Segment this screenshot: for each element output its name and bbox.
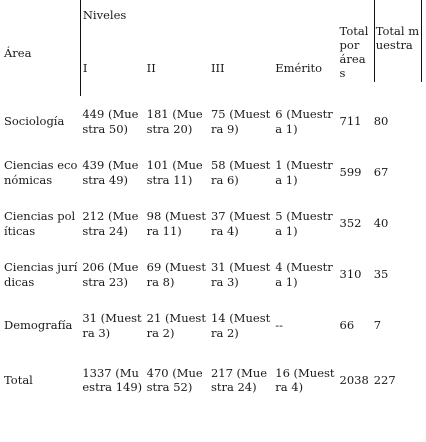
- cell-total-muestra: 67: [373, 165, 389, 180]
- header-level-i: I: [80, 40, 144, 96]
- header-total-muestra: Total muestra: [374, 0, 422, 82]
- cell-level-i: 1337 (Muestra 149): [82, 365, 143, 394]
- cell-total-areas: 599: [339, 165, 362, 180]
- cell-emerito: 1 (Muestra 1): [275, 158, 333, 187]
- header-level-emerito: Emérito: [275, 60, 323, 75]
- cell-level-ii: 69 (Muestra 8): [146, 260, 206, 289]
- table-row: [2, 96, 424, 147]
- row-area: Sociología: [4, 114, 65, 129]
- cell-level-iii: 58 (Muestra 6): [210, 158, 271, 187]
- cell-level-ii: 98 (Muestra 11): [146, 209, 206, 238]
- header-level-ii: II: [146, 60, 156, 75]
- cell-level-i: 206 (Muestra 23): [82, 260, 139, 289]
- researchers-table: [2, 0, 424, 409]
- cell-level-iii: 31 (Muestra 3): [210, 260, 271, 289]
- cell-total-areas: 310: [339, 267, 362, 282]
- header-total-muestra-cell: [372, 0, 424, 96]
- cell-level-ii: 21 (Muestra 2): [146, 311, 206, 340]
- cell-total-areas: 2038: [339, 372, 369, 387]
- row-area: Demografía: [4, 318, 73, 333]
- cell-emerito: --: [275, 318, 284, 333]
- table-body: [2, 96, 424, 409]
- table-row-total: [2, 351, 424, 409]
- cell-level-ii: 470 (Muestra 52): [146, 365, 203, 394]
- cell-level-i: 31 (Muestra 3): [82, 311, 142, 340]
- cell-total-areas: 711: [339, 114, 362, 129]
- cell-total-muestra: 227: [373, 372, 396, 387]
- table-header: [2, 0, 424, 96]
- table-row: [2, 198, 424, 249]
- header-total-areas: Total por áreas: [339, 24, 369, 81]
- cell-level-iii: 217 (Muestra 24): [210, 365, 268, 394]
- header-level-iii: III: [210, 60, 225, 75]
- table-row: [2, 300, 424, 351]
- cell-level-iii: 37 (Muestra 4): [210, 209, 271, 238]
- cell-emerito: 16 (Muestra 4): [275, 365, 335, 394]
- row-area: Ciencias jurídicas: [4, 260, 78, 289]
- cell-level-i: 439 (Muestra 49): [82, 158, 139, 187]
- table-row: [2, 147, 424, 198]
- cell-level-ii: 101 (Muestra 11): [146, 158, 203, 187]
- cell-total-muestra: 35: [373, 267, 389, 282]
- row-area: Ciencias económicas: [4, 158, 78, 187]
- cell-emerito: 4 (Muestra 1): [275, 260, 333, 289]
- row-area: Total: [4, 372, 33, 387]
- cell-level-iii: 75 (Muestra 9): [210, 107, 271, 136]
- cell-level-i: 449 (Muestra 50): [82, 107, 139, 136]
- cell-emerito: 6 (Muestra 1): [275, 107, 333, 136]
- cell-emerito: 5 (Muestra 1): [275, 209, 333, 238]
- cell-total-muestra: 7: [373, 318, 382, 333]
- table-row: [2, 249, 424, 300]
- cell-total-muestra: 40: [373, 216, 389, 231]
- cell-level-i: 212 (Muestra 24): [82, 209, 139, 238]
- header-area: Área: [4, 45, 32, 60]
- row-area: Ciencias políticas: [4, 209, 76, 238]
- cell-level-iii: 14 (Muestra 2): [210, 311, 271, 340]
- cell-level-ii: 181 (Muestra 20): [146, 107, 203, 136]
- header-niveles: Niveles: [80, 0, 337, 40]
- cell-total-muestra: 80: [373, 114, 389, 129]
- cell-total-areas: 352: [339, 216, 362, 231]
- cell-total-areas: 66: [339, 318, 355, 333]
